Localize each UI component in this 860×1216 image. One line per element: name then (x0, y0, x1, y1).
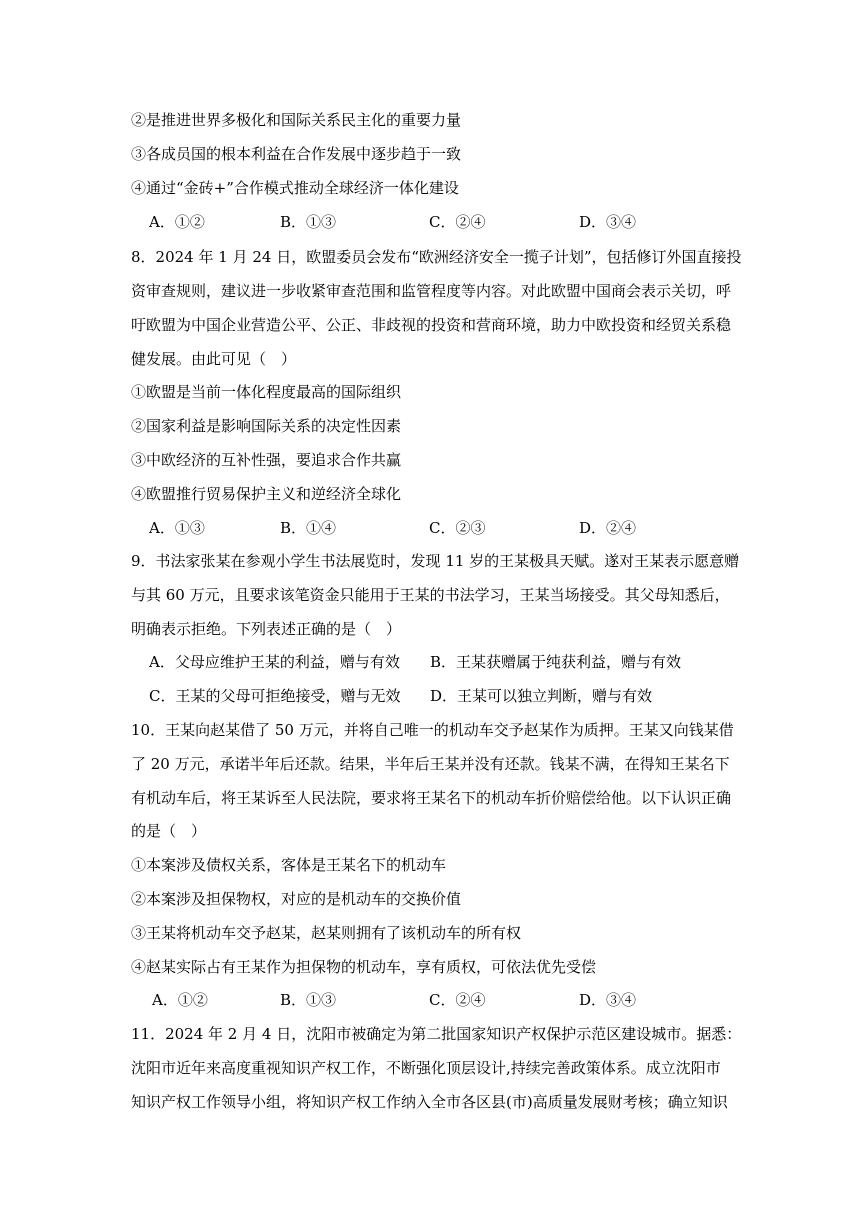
q9-stem-line-1: 9．书法家张某在参观小学生书法展览时，发现 11 岁的王某极具天赋。遂对王某表示愿意赠 (131, 552, 740, 570)
q8-item-3: ③中欧经济的互补性强，要追求合作共赢 (131, 451, 402, 469)
q7-option-b: B．①③ (280, 213, 337, 231)
q10-item-3: ③王某将机动车交予赵某，赵某则拥有了该机动车的所有权 (131, 924, 522, 942)
q8-options (149, 518, 729, 538)
q7-item-3: ③各成员国的根本利益在合作发展中逐步趋于一致 (131, 145, 462, 163)
q11-stem-line-2: 沈阳市近年来高度重视知识产权工作，不断强化顶层设计,持续完善政策体系。成立沈阳市 (131, 1059, 721, 1077)
q7-item-2: ②是推进世界多极化和国际关系民主化的重要力量 (131, 111, 462, 129)
q11-stem-line-1: 11．2024 年 2 月 4 日，沈阳市被确定为第二批国家知识产权保护示范区建设城市。据悉： (131, 1025, 742, 1043)
q10-item-1: ①本案涉及债权关系，客体是王某名下的机动车 (131, 856, 447, 874)
q7-option-a: A．①② (149, 213, 205, 231)
q10-option-c: C．②④ (429, 991, 486, 1009)
q7-option-c: C．②④ (429, 213, 486, 231)
q10-item-2: ②本案涉及担保物权，对应的是机动车的交换价值 (131, 890, 462, 908)
q8-stem-line-4: 健发展。由此可见（ ） (131, 350, 297, 368)
q8-item-1: ①欧盟是当前一体化程度最高的国际组织 (131, 383, 402, 401)
q10-stem-line-4: 的是（ ） (131, 822, 207, 840)
q10-stem-line-2: 了 20 万元，承诺半年后还款。结果，半年后王某并没有还款。钱某不满，在得知王某名下 (131, 755, 730, 773)
q9-option-a: A．父母应维护王某的利益，赠与有效 (149, 653, 400, 671)
q8-option-c: C．②③ (429, 519, 486, 537)
q8-option-b: B．①④ (280, 519, 337, 537)
q9-options-row-1 (149, 652, 729, 672)
q9-options-row-2 (149, 686, 729, 706)
q8-option-d: D．②④ (579, 519, 637, 537)
q9-stem-line-3: 明确表示拒绝。下列表述正确的是（ ） (131, 620, 402, 638)
q10-option-d: D．③④ (579, 991, 637, 1009)
q10-option-a: A．①② (152, 991, 208, 1009)
q10-option-b: B．①③ (280, 991, 337, 1009)
q9-option-d: D．王某可以独立判断，赠与有效 (430, 687, 653, 705)
q8-stem-line-2: 资审查规则，建议进一步收紧审查范围和监管程度等内容。对此欧盟中国商会表示关切，呼 (131, 282, 732, 300)
q10-stem-line-3: 有机动车后，将王某诉至人民法院，要求将王某名下的机动车折价赔偿给他。以下认识正确 (131, 789, 732, 807)
q7-options (149, 212, 729, 232)
q7-option-d: D．③④ (579, 213, 637, 231)
q8-stem-line-1: 8．2024 年 1 月 24 日，欧盟委员会发布“欧洲经济安全一揽子计划”，包括修订外国直接投 (131, 248, 742, 266)
q9-option-b: B．王某获赠属于纯获利益，赠与有效 (430, 653, 682, 671)
q10-options (152, 990, 732, 1010)
q10-item-4: ④赵某实际占有王某作为担保物的机动车，享有质权，可依法优先受偿 (131, 958, 597, 976)
q9-stem-line-2: 与其 60 万元，且要求该笔资金只能用于王某的书法学习，王某当场接受。其父母知悉后， (131, 586, 730, 604)
q8-stem-line-3: 吁欧盟为中国企业营造公平、公正、非歧视的投资和营商环境，助力中欧投资和经贸关系稳 (131, 316, 732, 334)
q7-item-4: ④通过“金砖+”合作模式推动全球经济一体化建设 (131, 179, 459, 197)
q8-option-a: A．①③ (149, 519, 205, 537)
q9-option-c: C．王某的父母可拒绝接受，赠与无效 (149, 687, 401, 705)
q8-item-2: ②国家利益是影响国际关系的决定性因素 (131, 417, 402, 435)
q8-item-4: ④欧盟推行贸易保护主义和逆经济全球化 (131, 485, 402, 503)
q11-stem-line-3: 知识产权工作领导小组，将知识产权工作纳入全市各区县(市)高质量发展财考核；确立知识 (131, 1093, 728, 1111)
q10-stem-line-1: 10．王某向赵某借了 50 万元，并将自己唯一的机动车交予赵某作为质押。王某又向钱某借 (131, 721, 734, 739)
